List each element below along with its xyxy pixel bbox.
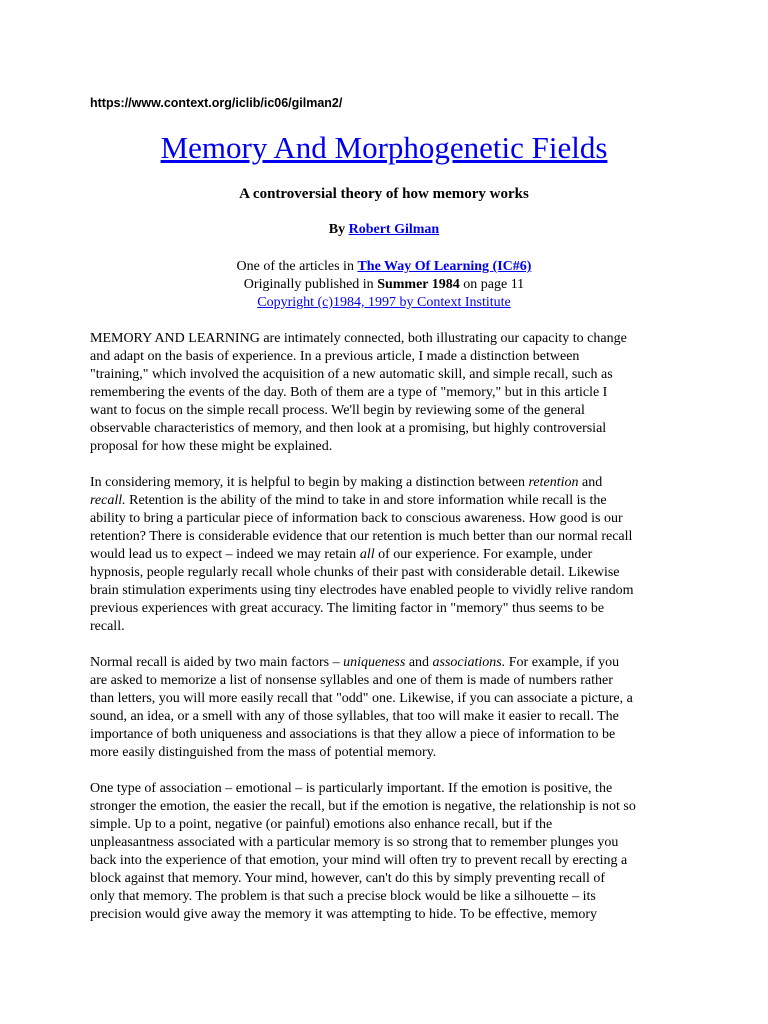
paragraph-line: and adapt on the basis of experience. In a previous article, I made a distinction between <box>90 349 580 364</box>
paragraph-line: simple. Up to a point, negative (or painful) emotions also enhance recall, but if the <box>90 817 553 832</box>
published-date: Summer 1984 <box>377 277 460 292</box>
collection-link[interactable]: The Way Of Learning (IC#6) <box>357 259 532 274</box>
emphasis: retention <box>528 475 579 490</box>
paragraph-line: more easily distinguished from the mass of potential memory. <box>90 745 437 760</box>
paragraph-line: "training," which involved the acquisition of a new automatic skill, and simple recall, such as <box>90 367 613 382</box>
paragraph-line: block against that memory. Your mind, however, can't do this by simply preventing recall of <box>90 871 606 886</box>
paragraph-line: sound, an idea, or a smell with any of those syllables, that too will make it easier to recall. The <box>90 709 619 724</box>
paragraph-line: proposal for how these might be explained. <box>90 439 333 454</box>
paragraph-line: are asked to memorize a list of nonsense syllables and one of them is made of numbers rather <box>90 673 613 688</box>
paragraph <box>90 474 690 636</box>
paragraph-line: remembering the events of the day. Both of them are a type of "memory," but in this article I <box>90 385 608 400</box>
paragraph-line: One type of association – emotional – is particularly important. If the emotion is positive, the <box>90 781 613 796</box>
collection-line <box>0 258 768 276</box>
article-title[interactable]: Memory And Morphogenetic Fields <box>160 130 608 165</box>
paragraph-line: ability to bring a particular piece of information back to conscious awareness. How good is our <box>90 511 623 526</box>
paragraph-line: previous experiences with great accuracy. The limiting factor in "memory" thus seems to be <box>90 601 605 616</box>
paragraph-line: back into the experience of that emotion, your mind will often try to prevent recall by erecting a <box>90 853 628 868</box>
emphasis: recall. <box>90 493 126 508</box>
paragraph-line: unpleasantness associated with a particular memory is so strong that to remember plunges you <box>90 835 619 850</box>
paragraph-line: want to focus on the simple recall process. We'll begin by reviewing some of the general <box>90 403 585 418</box>
paragraph <box>90 654 690 762</box>
paragraph-line: Normal recall is aided by two main factors – uniqueness and associations. For example, if you <box>90 655 620 670</box>
article-body <box>90 330 690 942</box>
paragraph-line: hypnosis, people regularly recall whole chunks of their past with considerable detail. Likewise <box>90 565 620 580</box>
article-meta <box>0 258 768 312</box>
paragraph-line: MEMORY AND LEARNING are intimately connected, both illustrating our capacity to change <box>90 331 627 346</box>
published-suffix: on page 11 <box>459 277 525 292</box>
paragraph-line: In considering memory, it is helpful to begin by making a distinction between retention and <box>90 475 603 490</box>
collection-prefix: One of the articles in <box>236 259 358 274</box>
paragraph-line: brain stimulation experiments using tiny electrodes have enabled people to vividly relive random <box>90 583 634 598</box>
paragraph-line: retention? There is considerable evidence that our retention is much better than our normal recall <box>90 529 633 544</box>
paragraph-line: stronger the emotion, the easier the recall, but if the emotion is negative, the relationship is not so <box>90 799 636 814</box>
paragraph <box>90 780 690 924</box>
copyright-link[interactable]: Copyright (c)1984, 1997 by Context Institute <box>257 295 511 310</box>
emphasis: all <box>359 547 375 562</box>
paragraph-line: than letters, you will more easily recall that "odd" one. Likewise, if you can associate a picture, a <box>90 691 633 706</box>
article-subtitle: A controversial theory of how memory works <box>239 186 529 202</box>
emphasis: associations. <box>432 655 506 670</box>
author-link[interactable]: Robert Gilman <box>348 222 440 237</box>
published-line <box>0 276 768 294</box>
paragraph <box>90 330 690 456</box>
source-url: https://www.context.org/iclib/ic06/gilman2/ <box>90 96 343 110</box>
paragraph-line: only that memory. The problem is that such a precise block would be like a silhouette – its <box>90 889 596 904</box>
byline <box>0 222 768 238</box>
emphasis: uniqueness <box>343 655 406 670</box>
copyright-line <box>0 294 768 312</box>
paragraph-line: importance of both uniqueness and associations is that they allow a piece of information to be <box>90 727 616 742</box>
paragraph-line: precision would give away the memory it was attempting to hide. To be effective, memory <box>90 907 598 922</box>
paragraph-line: observable characteristics of memory, and then look at a promising, but highly controversial <box>90 421 607 436</box>
paragraph-line: would lead us to expect – indeed we may retain all of our experience. For example, under <box>90 547 593 562</box>
published-prefix: Originally published in <box>243 277 378 292</box>
paragraph-line: recall. <box>90 619 125 634</box>
byline-prefix: By <box>328 222 349 237</box>
paragraph-line: recall. Retention is the ability of the mind to take in and store information while recall is the <box>90 493 607 508</box>
